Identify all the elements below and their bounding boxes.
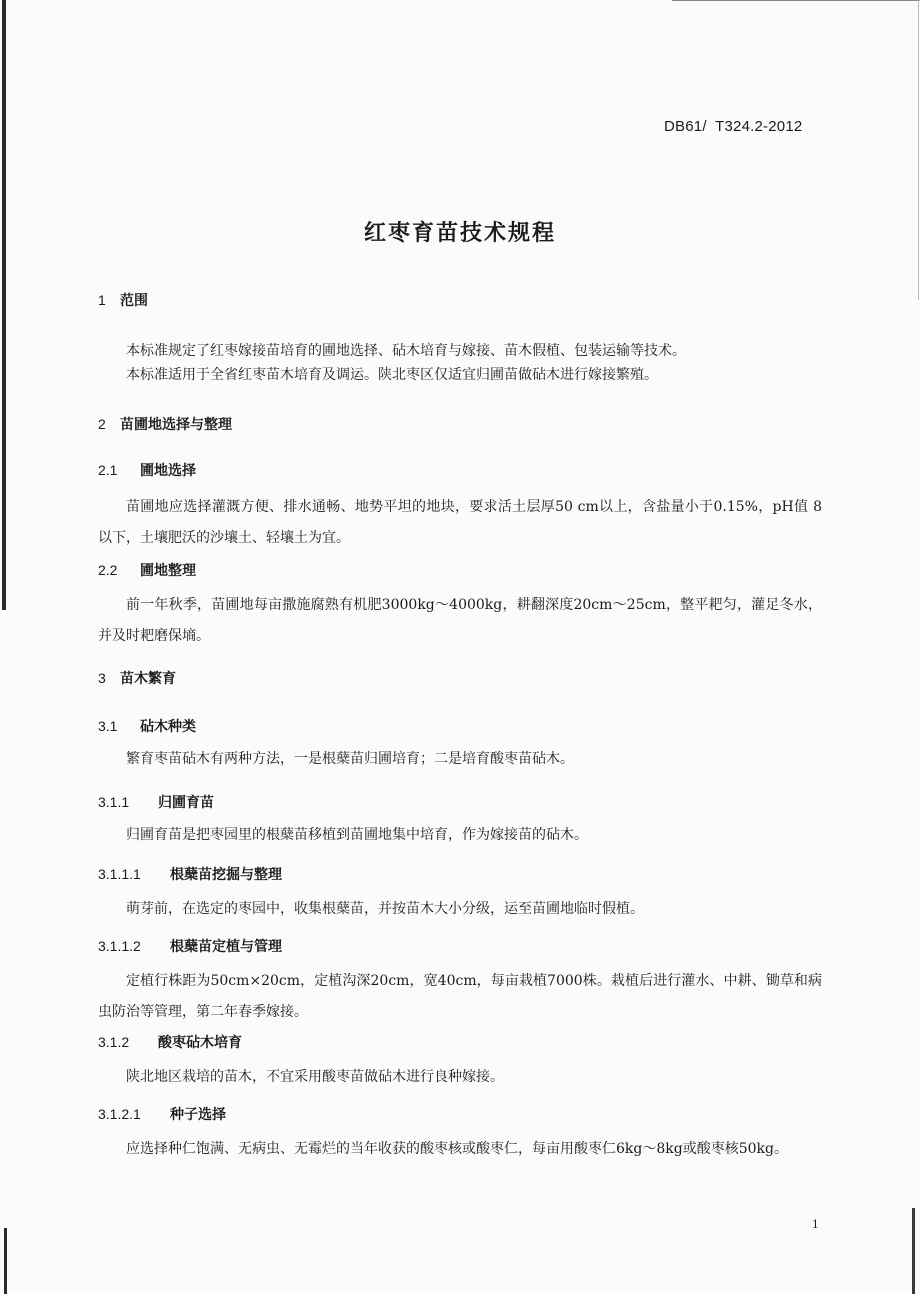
paragraph-3-1-2: 陕北地区栽培的苗木，不宜采用酸枣苗做砧木进行良种嫁接。 xyxy=(126,1069,504,1085)
section-label: 范围 xyxy=(120,293,148,309)
section-number: 2.2 xyxy=(98,562,118,578)
paragraph-3-1-1: 归圃育苗是把枣园里的根蘖苗移植到苗圃地集中培育，作为嫁接苗的砧木。 xyxy=(126,827,588,843)
paragraph-3-1-2-1: 应选择种仁饱满、无病虫、无霉烂的当年收获的酸枣核或酸枣仁，每亩用酸枣仁6kg～8kg或酸枣核50kg。 xyxy=(126,1141,788,1157)
document-code: DB61/ T324.2-2012 xyxy=(664,118,803,135)
section-number: 3.1.1.2 xyxy=(98,938,141,954)
page-title: 红枣育苗技术规程 xyxy=(363,221,556,246)
section-label: 根蘖苗定植与管理 xyxy=(170,939,282,955)
scan-edge-left-bottom xyxy=(4,1228,7,1294)
section-number: 2 xyxy=(98,416,106,432)
paragraph-3-1-1-1: 萌芽前，在选定的枣园中，收集根蘖苗，并按苗木大小分级，运至苗圃地临时假植。 xyxy=(126,901,644,917)
section-heading-3-1-2-1 xyxy=(98,1104,226,1124)
section-heading-1 xyxy=(98,290,148,310)
section-heading-2-2 xyxy=(98,560,196,580)
scan-right-line xyxy=(918,0,919,300)
section-heading-3-1 xyxy=(98,716,196,736)
section-label: 砧木种类 xyxy=(140,719,196,735)
paragraph-2-1: 苗圃地应选择灌溉方便、排水通畅、地势平坦的地块，要求活土层厚50 cm以上，含盐量小于0.15%，pH值 8以下，土壤肥沃的沙壤土、轻壤土为宜。 xyxy=(98,499,822,546)
section-label: 圃地选择 xyxy=(140,463,196,479)
scan-edge-right-bottom xyxy=(912,1208,915,1294)
section-number: 1 xyxy=(98,292,106,308)
section-number: 3.1.1.1 xyxy=(98,866,141,882)
section-label: 圃地整理 xyxy=(140,563,196,579)
section-label: 苗木繁育 xyxy=(120,671,176,687)
section-label: 苗圃地选择与整理 xyxy=(120,417,232,433)
scan-top-line xyxy=(672,0,920,1)
page-number: 1 xyxy=(812,1216,819,1231)
section-heading-2-1 xyxy=(98,460,196,480)
section-heading-2 xyxy=(98,414,232,434)
section-number: 3.1.2.1 xyxy=(98,1106,141,1122)
section-heading-3-1-1 xyxy=(98,792,214,812)
paragraph-3-1: 繁育枣苗砧木有两种方法，一是根蘖苗归圃培育；二是培育酸枣苗砧木。 xyxy=(126,751,574,767)
paragraph-1b: 本标准适用于全省红枣苗木培育及调运。陕北枣区仅适宜归圃苗做砧木进行嫁接繁殖。 xyxy=(126,367,658,383)
section-heading-3-1-1-1 xyxy=(98,864,282,884)
paragraph-1a: 本标准规定了红枣嫁接苗培育的圃地选择、砧木培育与嫁接、苗木假植、包装运输等技术。 xyxy=(126,343,686,359)
section-label: 酸枣砧木培育 xyxy=(158,1035,242,1051)
section-heading-3-1-1-2 xyxy=(98,936,282,956)
section-label: 归圃育苗 xyxy=(158,795,214,811)
section-heading-3-1-2 xyxy=(98,1032,242,1052)
paragraph-2-2: 前一年秋季，苗圃地每亩撒施腐熟有机肥3000kg～4000kg，耕翻深度20cm～25cm，整平耙匀，灌足冬水，并及时耙磨保墒。 xyxy=(98,597,822,644)
section-number: 2.1 xyxy=(98,462,118,478)
section-number: 3.1 xyxy=(98,718,118,734)
section-label: 种子选择 xyxy=(170,1107,226,1123)
paragraph-3-1-1-2: 定植行株距为50cm×20cm，定植沟深20cm，宽40cm，每亩栽植7000株。栽植后进行灌水、中耕、锄草和病虫防治等管理，第二年春季嫁接。 xyxy=(98,973,822,1020)
section-label: 根蘖苗挖掘与整理 xyxy=(170,867,282,883)
section-number: 3.1.1 xyxy=(98,794,130,810)
section-number: 3 xyxy=(98,670,106,686)
scan-edge-left xyxy=(2,0,6,610)
section-heading-3 xyxy=(98,668,176,688)
section-number: 3.1.2 xyxy=(98,1034,130,1050)
